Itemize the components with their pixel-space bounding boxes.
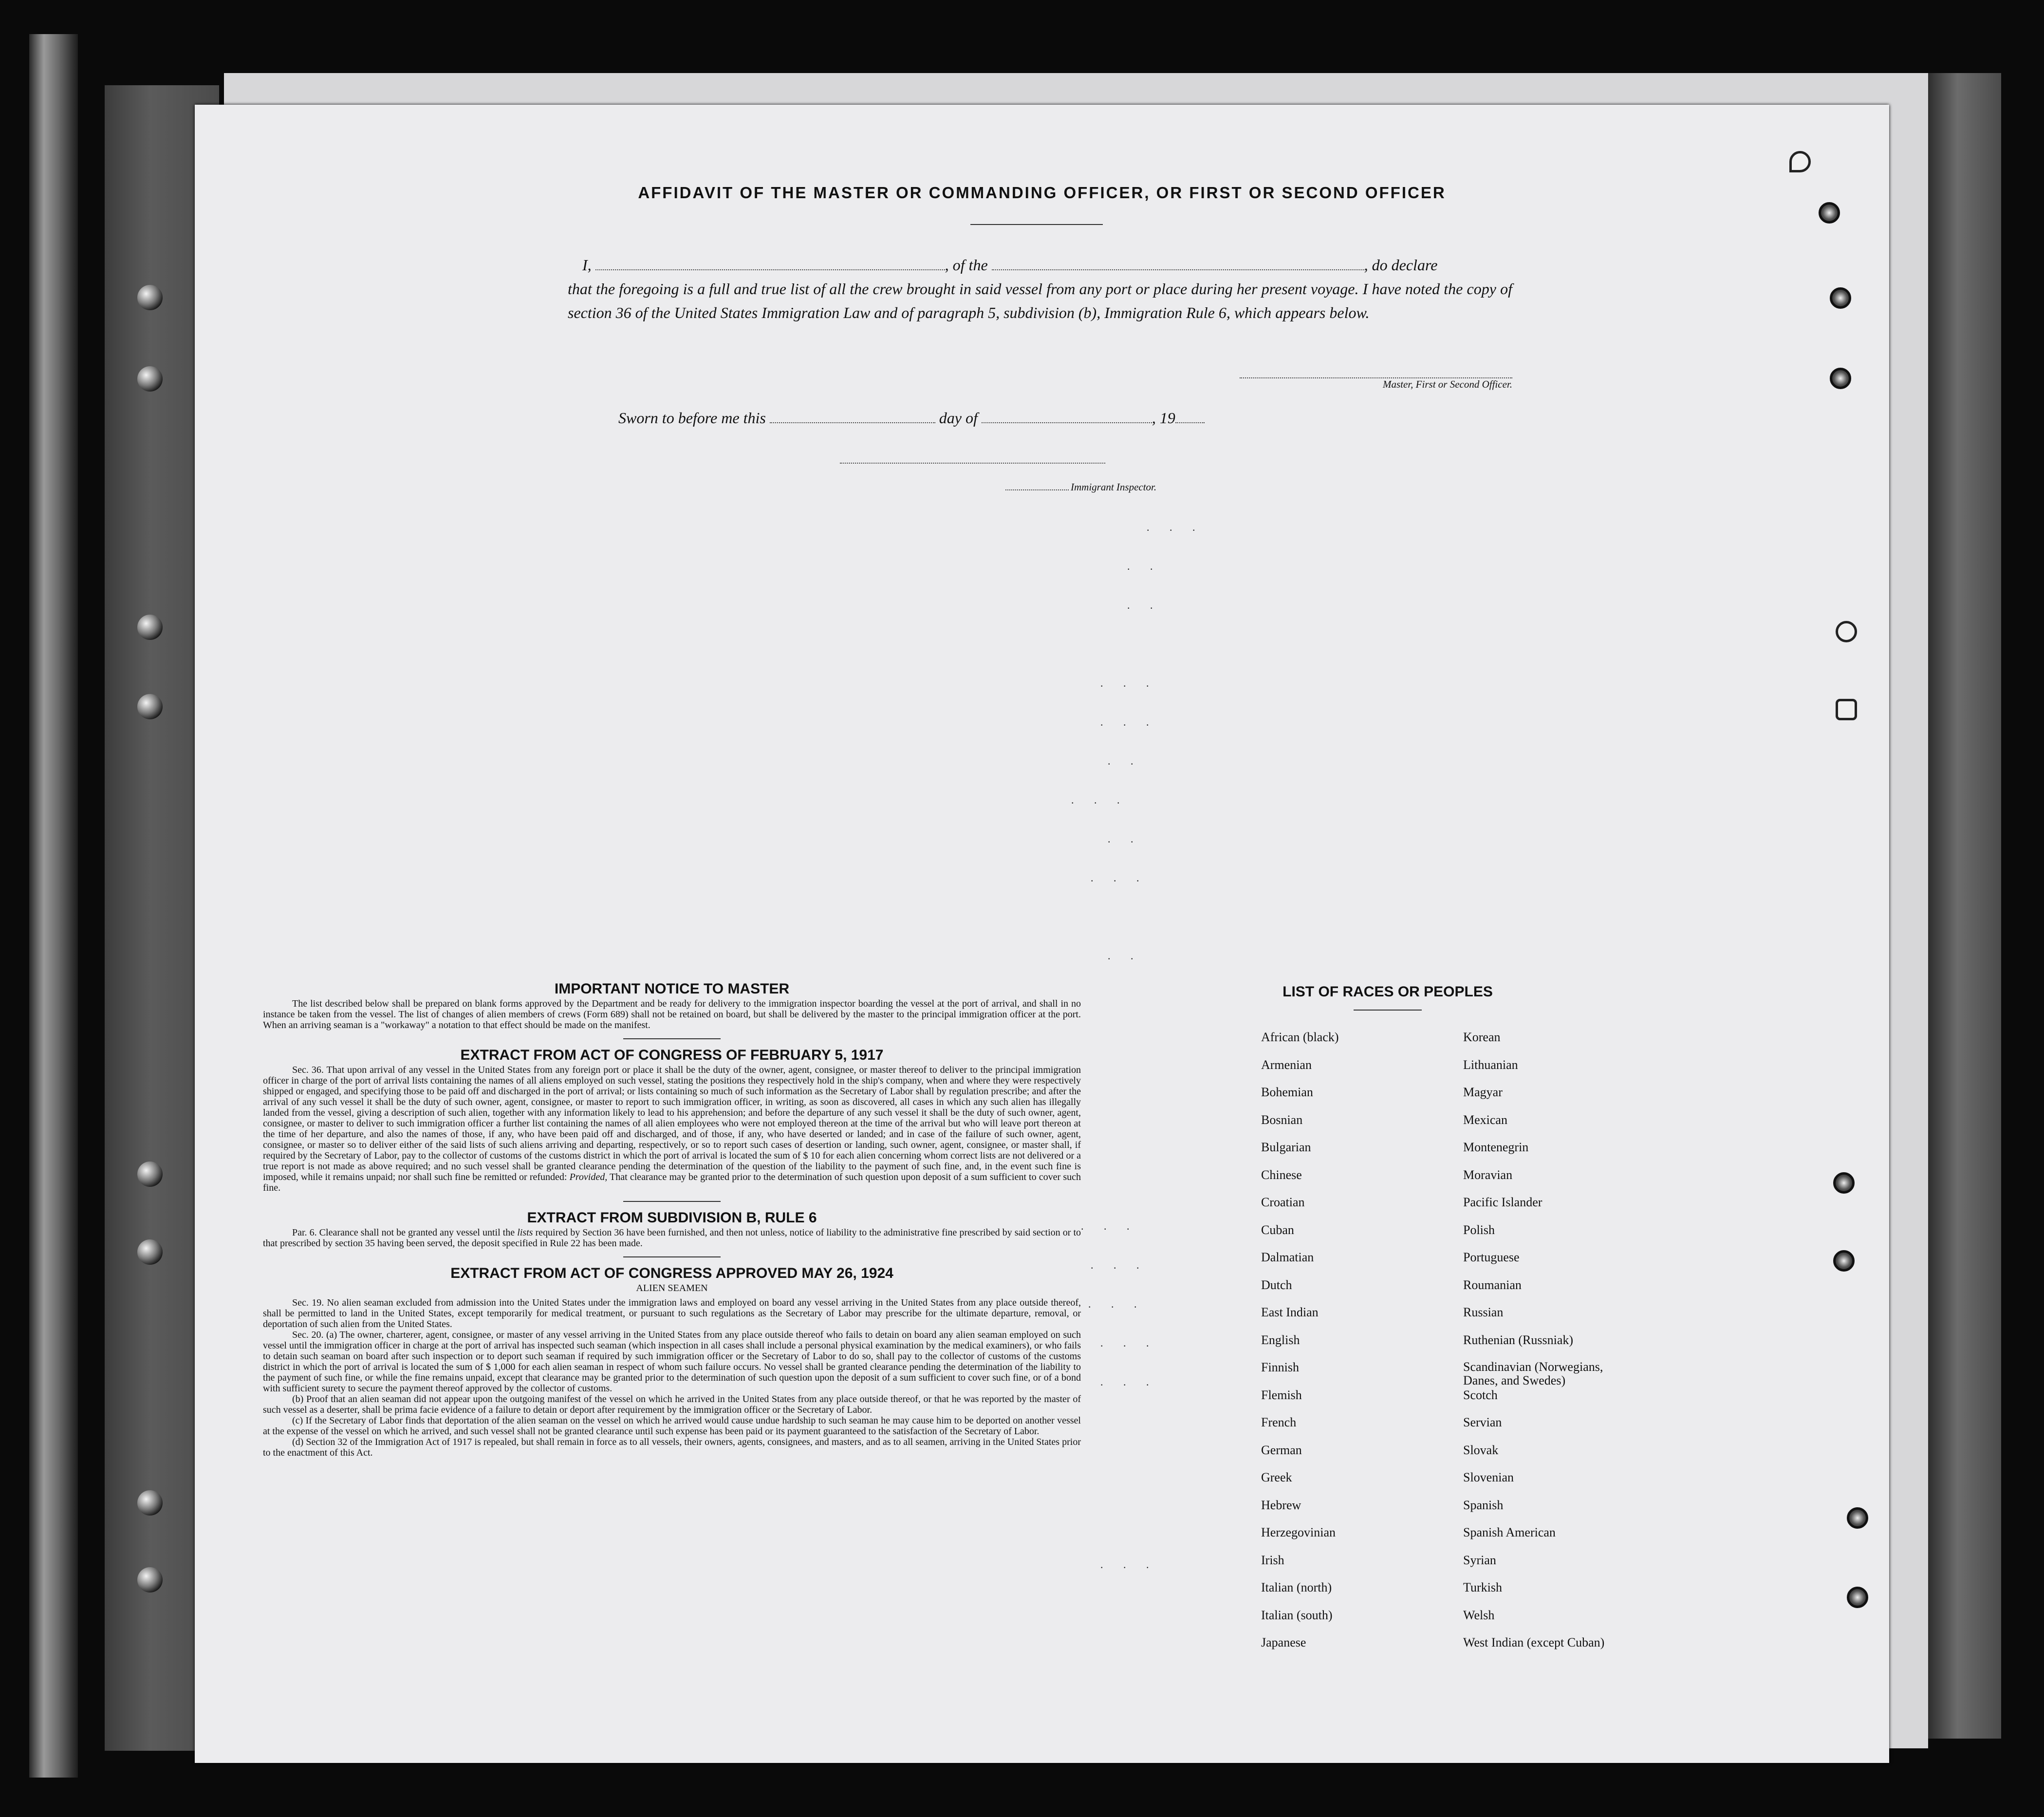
declaration-of-the: , of the <box>945 256 988 274</box>
binder-board-right <box>1928 73 2001 1739</box>
notice-body: The list described below shall be prepared on blank forms approved by the Department and be ready for delivery to the immigration inspector boarding the vessel at the port of arrival, and shall in no instance be taken from the vessel. The list of changes of alien members of crews (Form 689) shall not be retained on board, but shall be delivered by the master to the principal immigration officer at the port. When an arriving seaman is a "workaway" a notation to that effect should be made on the manifest. <box>263 998 1081 1030</box>
race-item: Syrian <box>1463 1553 1496 1567</box>
binder-hole <box>137 1239 163 1265</box>
binder-hole <box>137 1567 163 1592</box>
master-signature-line[interactable] <box>1240 373 1512 378</box>
extract-1917-text: Sec. 36. That upon arrival of any vessel in the United States from any foreign port or place it shall be the duty of the owner, agent, consignee, or master thereof to deliver to the principal immigration officer in charge of the port of arrival lists containing the names of all aliens employed on such vessel, stating the positions they respectively hold in the ship's company, when and where they were respectively shipped or engaged, and specifying those to be paid off and discharged in the port of arrival; or lists containing so much of such information as the Secretary of Labor shall by regulation prescribe; and after the arrival of any such vessel it shall be the duty of such owner, agent, consignee, or master to report to such immigration officer, in writing, as soon as discovered, all cases in which any such alien has illegally landed from the vessel, giving a description of such alien, together with any information likely to lead to his apprehension; and before the departure of any such vessel it shall be the duty of such owner, agent, consignee, or master to deliver to such immigration officer a further list containing the names of all alien employees who were not employed thereon at the time of the arrival but who will leave port thereon at the time of her departure, and also the names of those, if any, who have been paid off and discharged, and of those, if any, who have deserted or landed; and in case of the failure of such owner, agent, consignee, or master so to deliver either of the said lists of such aliens arriving and departing, respectively, or so to report such cases of desertion or landing, such owner, agent, consignee, or master shall, if required by the Secretary of Labor, pay to the collector of customs of the customs district in which the port of arrival is located the sum of $ 10 for each alien concerning whom correct lists are not delivered or a true report is not made as above required; and no such vessel shall be granted clearance pending the determination of the question of the liability to the payment of such fine, and, in the event such fine is imposed, while it remains unpaid; nor shall such fine be remitted or refunded: <box>263 1065 1081 1182</box>
race-item: Flemish <box>1261 1387 1302 1402</box>
races-list-left <box>1261 1030 1339 1663</box>
bleed-through-dots: . . <box>1108 755 1142 767</box>
race-item: Spanish <box>1463 1498 1504 1512</box>
race-item: Scandinavian (Norwegians, Danes, and Swedes) <box>1463 1360 1603 1387</box>
section-divider <box>623 1201 721 1202</box>
race-item: Finnish <box>1261 1360 1300 1374</box>
legal-notices <box>263 981 1081 1458</box>
affidavit-declaration <box>568 253 1512 325</box>
race-item: Slovak <box>1463 1442 1499 1457</box>
sworn-year-field[interactable] <box>1175 411 1205 423</box>
race-item: Greek <box>1261 1470 1292 1484</box>
bleed-through-dots: . . . <box>1100 677 1158 689</box>
sworn-line <box>618 409 1205 427</box>
bleed-through-dots: . . <box>1108 950 1142 962</box>
bleed-through-dots: . . <box>1127 599 1162 611</box>
extract-1917-proviso-text: That clearance may be granted prior to the determination of such question upon deposit of a sum sufficient to cover such fine. <box>263 1172 1081 1193</box>
race-item: Slovenian <box>1463 1470 1514 1484</box>
declaration-i: I, <box>582 256 592 274</box>
race-item: Moravian <box>1463 1167 1513 1182</box>
bleed-through-dots: . . . <box>1081 1220 1138 1232</box>
master-signature-block <box>1237 373 1512 391</box>
punch-hole <box>1833 1172 1855 1194</box>
affidavit-page <box>195 105 1889 1763</box>
extract-rule6-text-b: required by Section 36 have been furnished, and then not unless, notice of liability to the administrative fine prescribed by said section or to that prescribed by section 35 having been served, the deposit specified in Rule 22 has been made. <box>263 1227 1081 1249</box>
race-item: Pacific Islander <box>1463 1195 1542 1209</box>
declaration-declare: , do declare <box>1364 256 1438 274</box>
race-item: Irish <box>1261 1553 1284 1567</box>
bleed-through-dots: . . <box>1127 560 1162 572</box>
race-item: Bulgarian <box>1261 1140 1311 1154</box>
title-rule <box>970 224 1103 225</box>
declaration-text: that the foregoing is a full and true list of all the crew brought in said vessel from any port or place during her present voyage. I have noted the copy of section 36 of the United States Immigration Law and of paragraph 5, subdivision (b), Immigration Rule 6, which appears below. <box>568 280 1512 321</box>
master-name-field[interactable] <box>595 258 945 270</box>
extract-rule6-lists: lists <box>517 1227 533 1238</box>
punch-hole <box>1833 1250 1855 1272</box>
bleed-through-dots: . . . <box>1091 1259 1148 1271</box>
extract-1924-paragraph: Sec. 20. (a) The owner, charterer, agent, consignee, or master of any vessel arriving in the United States from any place outside thereof who fails to detain on board any alien seaman employed on such vessel until the immigration officer in charge at the port of arrival has inspected such seaman (which inspection in all cases shall include a personal physical examination by the medical examiners), or who fails to detain such seaman on board after such inspection or to deport such seaman if required by such immigration officer or the Secretary of Labor to do so, shall pay to the collector of customs of the customs district in which the port of arrival is located the sum of $ 1,000 for each alien seaman in respect of whom such failure occurs. No vessel shall be granted clearance pending the determination of the liability to the payment of such fine, or while the fine remains unpaid, except that clearance may be granted prior to the determination of such question upon the deposit of a sum sufficient to cover such fine, or of a bond with sufficient surety to secure the payment thereof approved by the collector of customs. <box>263 1330 1081 1394</box>
race-item: English <box>1261 1332 1300 1347</box>
extract-1924-paragraph: Sec. 19. No alien seaman excluded from admission into the United States under the immigration laws and employed on board any vessel arriving in the United States from any place outside thereof, shall be permitted to land in the United States, except temporarily for medical treatment, or pursuant to such regulations as the Secretary of Labor may prescribe for the ultimate departure, removal, or deportation of such alien from the United States. <box>263 1297 1081 1330</box>
race-item: Dutch <box>1261 1277 1292 1292</box>
bleed-through-dots: . . . <box>1091 872 1148 884</box>
inspector-signature-line[interactable] <box>840 463 1105 464</box>
extract-rule6-body <box>263 1227 1081 1249</box>
race-item: Polish <box>1463 1222 1495 1237</box>
punch-hole <box>1819 202 1840 224</box>
race-item: Lithuanian <box>1463 1057 1518 1072</box>
punch-hole <box>1836 621 1857 642</box>
punch-hole <box>1836 699 1857 720</box>
bleed-through-dots: . . . <box>1071 794 1129 806</box>
extract-1924-paragraph: (d) Section 32 of the Immigration Act of 1917 is repealed, but shall remain in force as to all vessels, their owners, agents, consignees, and masters, and as to all seamen, arriving in the United States prior to the enactment of this Act. <box>263 1437 1081 1458</box>
bleed-through-dots: . . . <box>1100 1376 1158 1388</box>
race-item: Portuguese <box>1463 1250 1520 1264</box>
binder-hole <box>137 366 163 392</box>
race-item: Turkish <box>1463 1580 1502 1594</box>
race-item: Mexican <box>1463 1112 1507 1127</box>
binder-edge <box>29 34 78 1778</box>
punch-hole <box>1830 368 1851 389</box>
extract-1924-title: EXTRACT FROM ACT OF CONGRESS APPROVED MAY 26, 1924 <box>450 1265 893 1281</box>
race-item: African (black) <box>1261 1030 1339 1044</box>
sworn-text: Sworn to before me this <box>618 409 766 427</box>
race-item: Armenian <box>1261 1057 1312 1072</box>
race-item: Italian (north) <box>1261 1580 1332 1594</box>
extract-1917-body <box>263 1065 1081 1193</box>
sworn-date-field[interactable] <box>770 411 935 423</box>
race-item: Montenegrin <box>1463 1140 1529 1154</box>
extract-1917-proviso: Provided, <box>569 1172 608 1182</box>
extract-rule6-text-a: Par. 6. Clearance shall not be granted any vessel until the <box>292 1227 515 1238</box>
bleed-through-dots: . . . <box>1100 716 1158 728</box>
master-signature-caption: Master, First or Second Officer. <box>1383 378 1512 390</box>
sworn-year-prefix: , 19 <box>1152 409 1175 427</box>
extract-1917-title: EXTRACT FROM ACT OF CONGRESS OF FEBRUARY 5, 1917 <box>460 1047 884 1063</box>
sworn-day-of: day of <box>939 409 978 427</box>
race-item: Spanish American <box>1463 1525 1556 1539</box>
bleed-through-dots: . . <box>1108 833 1142 845</box>
inspector-block <box>1005 481 1156 493</box>
binder-hole <box>137 1490 163 1516</box>
race-item: Chinese <box>1261 1167 1302 1182</box>
race-item: French <box>1261 1415 1297 1429</box>
binder-hole <box>137 615 163 640</box>
races-list-right <box>1463 1030 1638 1663</box>
races-rule <box>1354 1010 1422 1011</box>
race-item: Russian <box>1463 1305 1504 1319</box>
race-item: Japanese <box>1261 1635 1306 1649</box>
race-item: Dalmatian <box>1261 1250 1314 1264</box>
race-item: Scotch <box>1463 1387 1498 1402</box>
bleed-through-dots: . . . <box>1100 1558 1158 1571</box>
race-item: German <box>1261 1442 1302 1457</box>
punch-hole <box>1847 1507 1868 1529</box>
race-item: Croatian <box>1261 1195 1305 1209</box>
sworn-month-field[interactable] <box>982 411 1152 423</box>
vessel-name-field[interactable] <box>992 258 1364 270</box>
bleed-through-dots: . . . <box>1100 1337 1158 1349</box>
extract-1924-subtitle: ALIEN SEAMEN <box>636 1283 708 1293</box>
inspector-dots <box>1005 483 1069 490</box>
race-item: Bosnian <box>1261 1112 1303 1127</box>
punch-hole <box>1847 1587 1868 1608</box>
race-item: Roumanian <box>1463 1277 1522 1292</box>
race-item: Magyar <box>1463 1085 1503 1099</box>
binder-hole <box>137 694 163 719</box>
race-item: Korean <box>1463 1030 1501 1044</box>
punch-hole <box>1789 151 1811 172</box>
race-item: West Indian (except Cuban) <box>1463 1635 1605 1649</box>
binder-hole <box>137 1161 163 1187</box>
race-item: Bohemian <box>1261 1085 1313 1099</box>
races-title: LIST OF RACES OR PEOPLES <box>1282 984 1493 1000</box>
race-item: Ruthenian (Russniak) <box>1463 1332 1574 1347</box>
bleed-through-dots: . . . <box>1088 1298 1146 1310</box>
extract-1924-paragraph: (c) If the Secretary of Labor finds that deportation of the alien seaman on the vessel on which he arrived would cause undue hardship to such seaman he may cause him to be deported on another vessel at the expense of the vessel on which he arrived, and such vessel shall not be granted clearance until such expense has been paid or its payment guaranteed to the satisfaction of the Secretary of Labor. <box>263 1415 1081 1437</box>
race-item: Hebrew <box>1261 1498 1301 1512</box>
affidavit-title: AFFIDAVIT OF THE MASTER OR COMMANDING OFFICER, OR FIRST OR SECOND OFFICER <box>638 184 1446 202</box>
race-item: East Indian <box>1261 1305 1319 1319</box>
race-item: Welsh <box>1463 1608 1495 1622</box>
notice-title: IMPORTANT NOTICE TO MASTER <box>554 981 790 997</box>
race-item: Servian <box>1463 1415 1502 1429</box>
punch-hole <box>1830 287 1851 309</box>
section-divider <box>623 1038 721 1039</box>
race-item: Herzegovinian <box>1261 1525 1336 1539</box>
bleed-through-dots: . . . <box>1147 521 1204 533</box>
inspector-caption: Immigrant Inspector. <box>1071 481 1157 493</box>
extract-rule6-title: EXTRACT FROM SUBDIVISION B, RULE 6 <box>527 1210 817 1226</box>
section-divider <box>623 1256 721 1257</box>
race-item: Cuban <box>1261 1222 1294 1237</box>
binder-hole <box>137 285 163 310</box>
race-item: Italian (south) <box>1261 1608 1333 1622</box>
extract-1924-paragraph: (b) Proof that an alien seaman did not appear upon the outgoing manifest of the vessel on which he arrived in the United States from any place outside thereof, or that he was reported by the master of such vessel as a deserter, shall be prima facie evidence of a failure to detain or deport after requirement by the immigration officer or the Secretary of Labor. <box>263 1394 1081 1415</box>
